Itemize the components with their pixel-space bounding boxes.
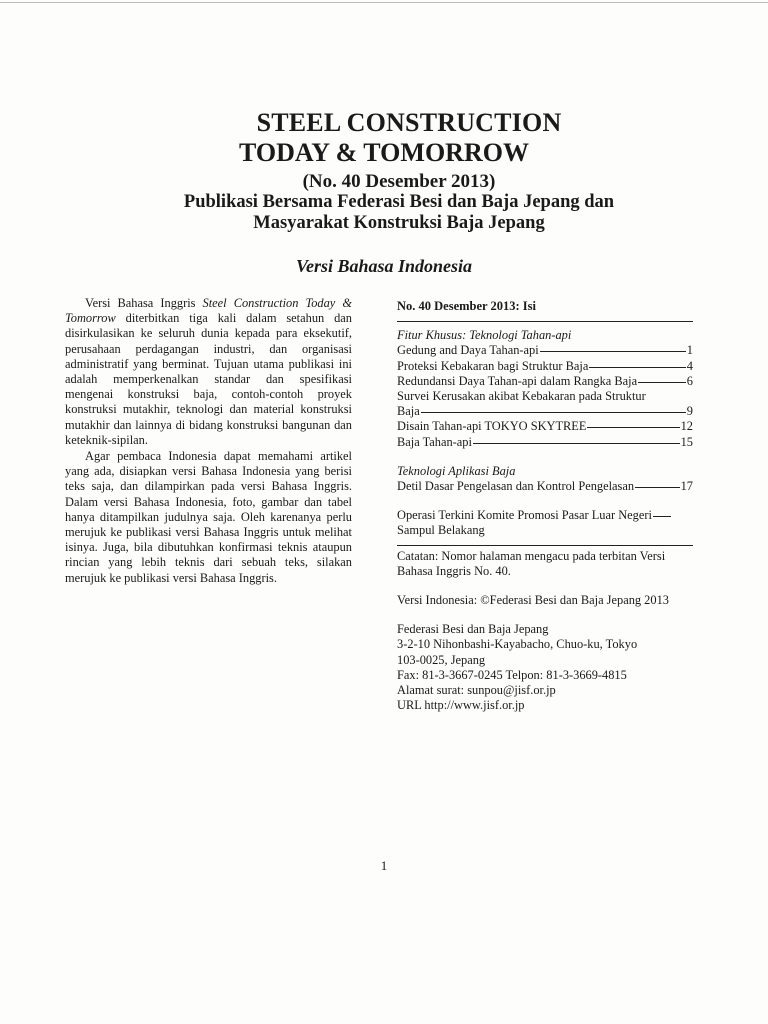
intro-paragraph-2: Agar pembaca Indonesia dapat memahami artikel yang ada, disiapkan versi Bahasa Indonesia yang berisi teks saja, dan dilampirkan pada versi Bahasa Inggris. Dalam versi Bahasa Indonesia, foto, gambar dan tabel hanya ditampilkan judulnya saja. Oleh karenanya perlu merujuk ke publikasi versi Bahasa Inggris untuk melihat isinya. Juga, bila dibutuhkan konfirmasi teknis ataupun rincian yang lebih teknis dari sebuah teks, silakan merujuk ke publikasi versi Bahasa Inggris.	[65, 449, 352, 585]
toc-entry-continuation	[397, 404, 693, 419]
toc-leader	[635, 487, 680, 488]
toc-entry-page: 9	[686, 404, 693, 419]
scan-edge-line	[0, 2, 768, 3]
toc-entry-page-back-cover: Sampul Belakang	[397, 523, 485, 538]
title-line-2: TODAY & TOMORROW	[239, 138, 529, 167]
toc-leader	[638, 382, 686, 383]
toc-entry-title: Proteksi Kebakaran bagi Struktur Baja	[397, 358, 589, 373]
toc-entry	[397, 374, 693, 389]
toc-leader	[589, 367, 685, 368]
contents-column	[397, 299, 693, 713]
toc-entry	[397, 508, 693, 523]
publication-name: Steel Construction Today & Tomorrow	[65, 296, 353, 326]
toc-leader	[540, 351, 686, 352]
toc-title: No. 40 Desember 2013: Isi	[397, 299, 536, 313]
toc-leader	[473, 443, 680, 444]
title-line-1: STEEL CONSTRUCTION	[256, 108, 562, 137]
toc-leader	[587, 427, 679, 428]
toc-entry	[397, 479, 693, 494]
toc-entry-page: 17	[680, 479, 693, 494]
toc-entry-page: 4	[686, 358, 693, 373]
toc-section-label-special: Fitur Khusus: Teknologi Tahan-api	[397, 328, 572, 343]
toc-leader	[653, 516, 671, 517]
toc-entry	[397, 343, 693, 358]
org-name: Federasi Besi dan Baja Jepang	[397, 622, 549, 637]
address-line-1: 3-2-10 Nihonbashi-Kayabacho, Chuo-ku, Tokyo	[397, 637, 638, 652]
toc-entry	[397, 359, 693, 374]
toc-entry-title: Operasi Terkini Komite Promosi Pasar Luar Negeri	[397, 508, 652, 523]
toc-leader	[421, 412, 686, 413]
toc-entry-title-cont: Baja	[397, 404, 420, 419]
phone-fax: Fax: 81-3-3667-0245 Telpon: 81-3-3669-4815	[397, 667, 627, 682]
spacer	[397, 494, 693, 508]
spacer	[397, 450, 693, 464]
toc-entry-page: 15	[680, 434, 693, 449]
toc-entry-page: 6	[686, 373, 693, 388]
address-line-2: 103-0025, Jepang	[397, 652, 486, 667]
website-url: URL http://www.jisf.or.jp	[397, 698, 525, 713]
spacer	[397, 579, 693, 593]
intro-p1-rest: diterbitkan tiga kali dalam setahun dan disirkulasikan ke seluruh dunia kepada para eksekutif, perusahaan perdagangan industri, dan organisasi administratif yang berminat. Tujuan utama publikasi ini adalah memperkenalkan standar dan spesifikasi mengenai konstruksi baja, contoh-contoh proyek konstruksi mutakhir, teknologi dan material konstruksi mutakhir dan lainnya di bidang konstruksi bangunan dan keteknik-sipilan.	[65, 311, 352, 447]
toc-entry-title: Detil Dasar Pengelasan dan Kontrol Pengelasan	[397, 479, 635, 494]
toc-entry-multiline	[397, 389, 693, 419]
toc-entry	[397, 419, 693, 434]
email-address: Alamat surat: sunpou@jisf.or.jp	[397, 683, 556, 698]
intro-p1-prefix: Versi Bahasa Inggris	[85, 296, 203, 310]
toc-entry-page: 1	[686, 343, 693, 358]
note-divider	[397, 545, 693, 546]
subtitle-line-2: Masyarakat Konstruksi Baja Jepang	[253, 213, 545, 233]
page-number: 1	[380, 858, 388, 873]
issue-label: (No. 40 Desember 2013)	[302, 171, 496, 192]
version-label: Versi Bahasa Indonesia	[295, 256, 473, 276]
intro-paragraph-1	[65, 296, 352, 448]
toc-note: Catatan: Nomor halaman mengacu pada terbitan Versi Bahasa Inggris No. 40.	[397, 548, 666, 578]
toc-entry-title: Redundansi Daya Tahan-api dalam Rangka Baja	[397, 373, 638, 388]
toc-entry-title: Baja Tahan-api	[397, 434, 472, 449]
toc-section-label-tech: Teknologi Aplikasi Baja	[397, 463, 516, 478]
intro-column	[65, 296, 352, 586]
toc-entry-page: 12	[680, 419, 693, 434]
toc-entry	[397, 435, 693, 450]
toc-divider	[397, 321, 693, 322]
subtitle-line-1: Publikasi Bersama Federasi Besi dan Baja Jepang dan	[183, 192, 615, 212]
toc-entry-title: Gedung and Daya Tahan-api	[397, 343, 539, 358]
toc-entry-title: Disain Tahan-api TOKYO SKYTREE	[397, 419, 587, 434]
copyright-line: Versi Indonesia: ©Federasi Besi dan Baja Jepang 2013	[397, 593, 669, 608]
toc-entry-title: Survei Kerusakan akibat Kebakaran pada Struktur	[397, 389, 646, 404]
spacer	[397, 608, 693, 622]
